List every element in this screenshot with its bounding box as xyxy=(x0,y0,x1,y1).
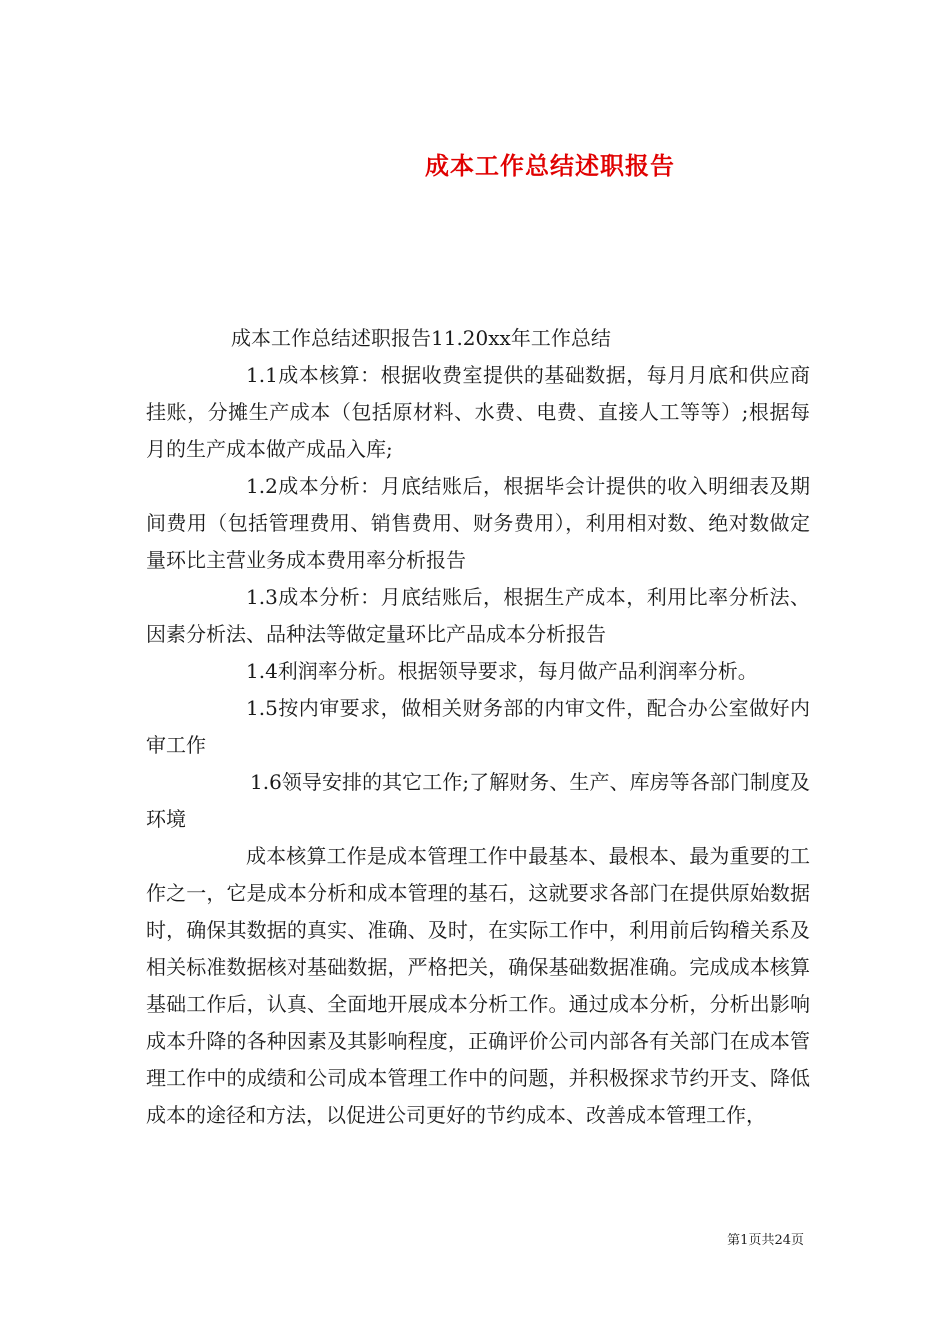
paragraph-intro: 成本工作总结述职报告11.20xx年工作总结 xyxy=(231,326,611,350)
paragraph-cost-analysis-1: 1.2成本分析：月底结账后，根据毕会计提供的收入明细表及期间费用（包括管理费用、销售费用、财务费用），利用相对数、绝对数做定量环比主营业务成本费用率分析报告 xyxy=(146,474,810,572)
document-body xyxy=(146,320,810,1134)
paragraph-summary: 成本核算工作是成本管理工作中最基本、最根本、最为重要的工作之一，它是成本分析和成本管理的基石，这就要求各部门在提供原始数据时，确保其数据的真实、准确、及时，在实际工作中，利用前后钩稽关系及相关标准数据核对基础数据，严格把关，确保基础数据准确。完成成本核算基础工作后，认真、全面地开展成本分析工作。通过成本分析，分析出影响成本升降的各种因素及其影响程度，正确评价公司内部各有关部门在成本管理工作中的成绩和公司成本管理工作中的问题，并积极探求节约开支、降低成本的途径和方法，以促进公司更好的节约成本、改善成本管理工作， xyxy=(146,844,810,1127)
paragraph-profit-analysis: 1.4利润率分析。根据领导要求，每月做产品利润率分析。 xyxy=(246,659,758,683)
paragraph-internal-audit: 1.5按内审要求，做相关财务部的内审文件，配合办公室做好内审工作 xyxy=(146,696,810,757)
paragraph-cost-accounting: 1.1成本核算：根据收费室提供的基础数据，每月月底和供应商挂账，分摊生产成本（包括原材料、水费、电费、直接人工等等）;根据每月的生产成本做产成品入库; xyxy=(146,363,810,461)
page-number: 第1页共24页 xyxy=(727,1233,804,1248)
paragraph-other-work: 1.6领导安排的其它工作;了解财务、生产、库房等各部门制度及环境 xyxy=(146,770,810,831)
document-title: 成本工作总结述职报告 xyxy=(425,151,675,181)
paragraph-cost-analysis-2: 1.3成本分析：月底结账后，根据生产成本，利用比率分析法、因素分析法、品种法等做定量环比产品成本分析报告 xyxy=(146,585,810,646)
